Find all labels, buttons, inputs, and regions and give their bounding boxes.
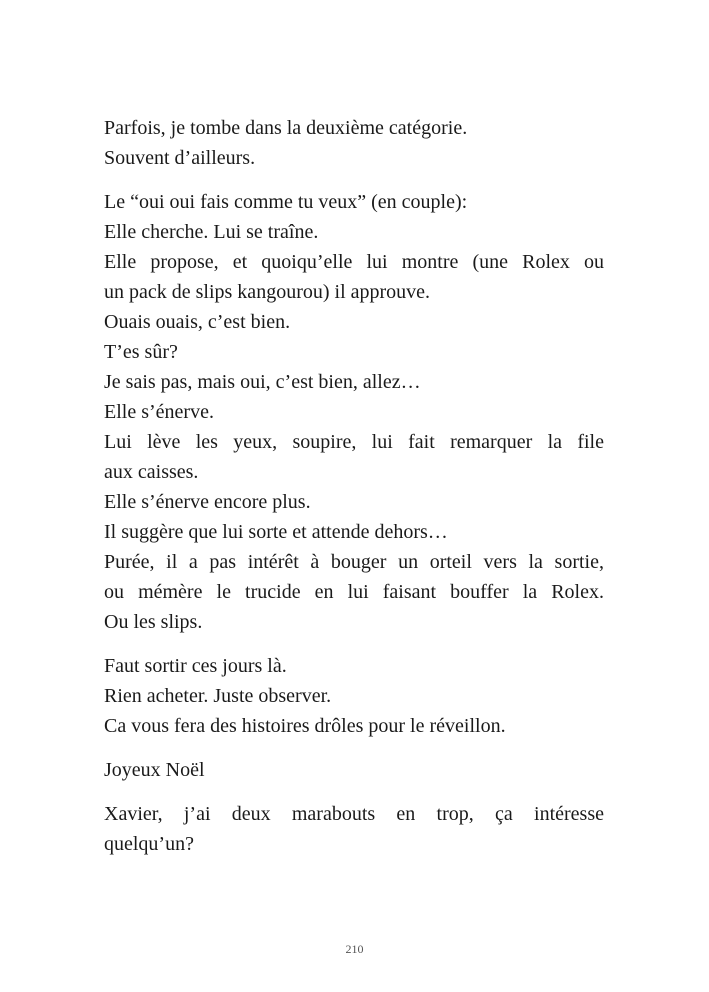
paragraph-2: [104, 187, 604, 637]
text-line: Purée, il a pas intérêt à bouger un orteil vers la sortie,: [104, 551, 604, 573]
text-line: ou mémère le trucide en lui faisant bouffer la Rolex.: [104, 581, 604, 603]
text-line: Joyeux Noël: [104, 759, 205, 781]
text-line: Parfois, je tombe dans la deuxième catégorie.: [104, 117, 468, 139]
text-line: Il suggère que lui sorte et attende dehors…: [104, 521, 448, 543]
body-text: [104, 113, 604, 873]
text-line: un pack de slips kangourou) il approuve.: [104, 281, 431, 303]
text-line: Xavier, j’ai deux marabouts en trop, ça intéresse: [104, 803, 604, 825]
text-line: Elle s’énerve encore plus.: [104, 491, 311, 513]
text-line: Lui lève les yeux, soupire, lui fait remarquer la file: [104, 431, 604, 453]
text-line: T’es sûr?: [104, 341, 178, 363]
text-line: Souvent d’ailleurs.: [104, 147, 256, 169]
text-line: Rien acheter. Juste observer.: [104, 685, 332, 707]
text-line: Ouais ouais, c’est bien.: [104, 311, 291, 333]
text-line: Elle s’énerve.: [104, 401, 214, 423]
text-line: Je sais pas, mais oui, c’est bien, allez…: [104, 371, 421, 393]
page-number: 210: [345, 942, 364, 956]
paragraph-5: [104, 799, 604, 859]
paragraph-1: [104, 113, 604, 173]
text-line: Le “oui oui fais comme tu veux” (en couple):: [104, 191, 468, 213]
text-line: Ca vous fera des histoires drôles pour le réveillon.: [104, 715, 506, 737]
text-line: Ou les slips.: [104, 611, 203, 633]
text-line: Elle propose, et quoiqu’elle lui montre (une Rolex ou: [104, 251, 604, 273]
text-line: quelqu’un?: [104, 833, 194, 855]
paragraph-4: [104, 755, 604, 785]
paragraph-3: [104, 651, 604, 741]
text-line: Elle cherche. Lui se traîne.: [104, 221, 319, 243]
text-line: aux caisses.: [104, 461, 199, 483]
text-line: Faut sortir ces jours là.: [104, 655, 287, 677]
